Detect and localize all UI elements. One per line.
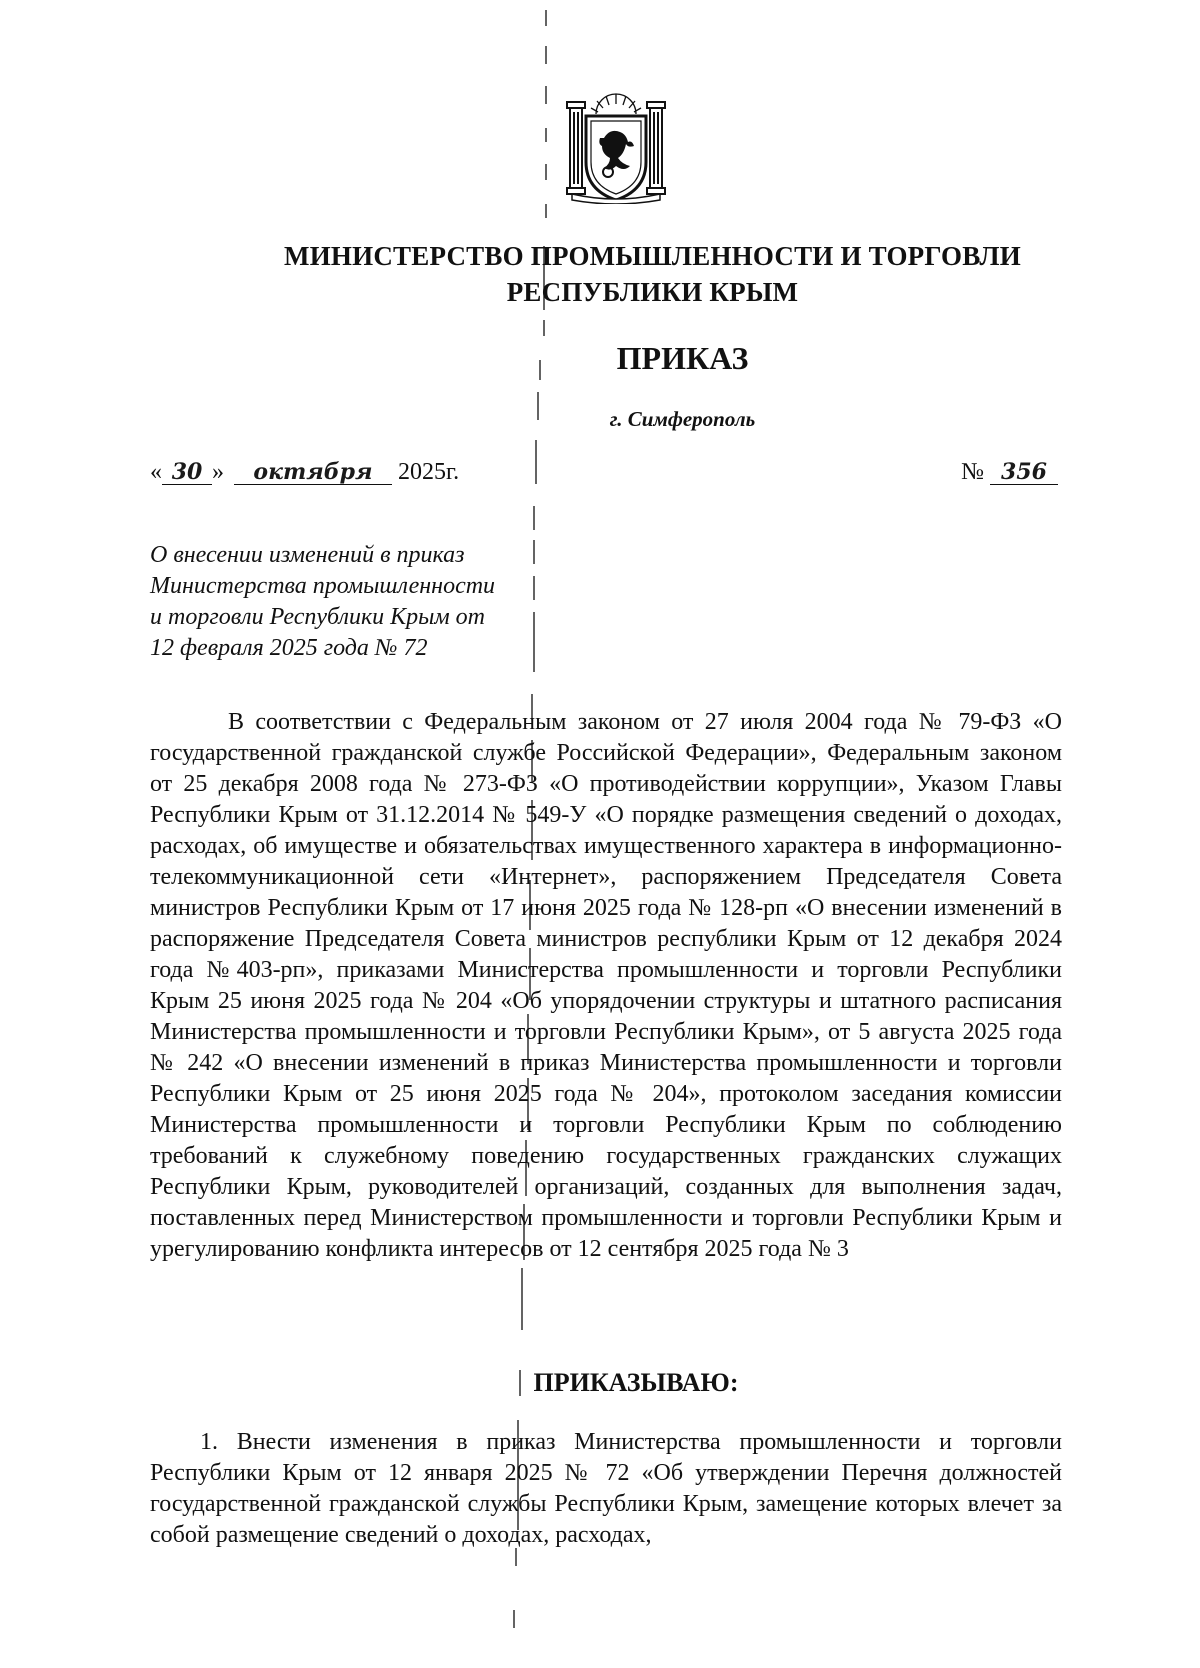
ministry-name bbox=[150, 238, 1155, 310]
document-date bbox=[150, 452, 459, 492]
date-number-row bbox=[150, 452, 1058, 492]
order-item-1-text: 1. Внести изменения в приказ Министерства промышленности и торговли Республики Крым от 12 января 2025 № 72 «Об утверждении Перечня должностей государственной гражданской службы Республики Крым, замещение которых влечет за собой размещение сведений о доходах, расходах, bbox=[150, 1429, 1062, 1548]
document-city: г. Симферополь bbox=[609, 407, 756, 431]
date-close-quote: » bbox=[212, 459, 224, 485]
preamble-text: В соответствии с Федеральным законом от 27 июля 2004 года № 79-ФЗ «О государственной гражданской службе Российской Федерации», Федеральным законом от 25 декабря 2008 года № 273-ФЗ «О противодействии коррупции», Указом Главы Республики Крым от 31.12.2014 № 549-У «О порядке размещения сведений о доходах, расходах, об имуществе и обязательствах имущественного характера в информационно-телекоммуникационной сети «Интернет», распоряжением Председателя Совета министров Республики Крым от 17 июня 2025 года № 128-рп «О внесении изменений в распоряжение Председателя Совета министров республики Крым от 12 декабря 2024 года №403-рп», приказами Министерства промышленности и торговли Республики Крым 25 июня 2025 года № 204 «Об упорядочении структуры и штатного расписания Министерства промышленности и торговли Республики Крым», от 5 августа 2025 года № 242 «О внесении изменений в приказ Министерства промышленности и торговли Республики Крым от 25 июня 2025 года № 204», протоколом заседания комиссии Министерства промышленности и торговли Республики Крым по соблюдению требований к служебному поведению государственных гражданских служащих Республики Крым, руководителей организаций, созданных для выполнения задач, поставленных перед Министерством промышленности и торговли Республики Крым и урегулированию конфликта интересов от 12 сентября 2025 года № 3 bbox=[150, 709, 1062, 1262]
document-subject bbox=[150, 540, 550, 664]
coat-of-arms bbox=[566, 92, 666, 204]
order-item-1 bbox=[150, 1427, 1062, 1551]
document-number bbox=[961, 452, 1058, 492]
date-day-handwritten: 30 bbox=[162, 460, 212, 485]
subject-line: и торговли Республики Крым от bbox=[150, 604, 486, 630]
number-label: № bbox=[961, 459, 984, 485]
decree-heading: ПРИКАЗЫВАЮ: bbox=[533, 1368, 739, 1397]
date-month-handwritten: октября bbox=[234, 460, 392, 485]
number-handwritten: 356 bbox=[990, 460, 1058, 485]
date-open-quote: « bbox=[150, 459, 162, 485]
ministry-name-line1: МИНИСТЕРСТВО ПРОМЫШЛЕННОСТИ И ТОРГОВЛИ bbox=[284, 241, 1021, 271]
subject-line: Министерства промышленности bbox=[150, 573, 496, 599]
crimea-coat-of-arms-icon bbox=[566, 92, 666, 204]
document-type-title: ПРИКАЗ bbox=[616, 340, 749, 376]
preamble-paragraph bbox=[150, 707, 1062, 1265]
subject-line: 12 февраля 2025 года № 72 bbox=[150, 635, 428, 661]
ministry-name-line2: РЕСПУБЛИКИ КРЫМ bbox=[506, 277, 799, 307]
subject-line: О внесении изменений в приказ bbox=[150, 542, 465, 568]
date-year: 2025г. bbox=[398, 459, 460, 485]
